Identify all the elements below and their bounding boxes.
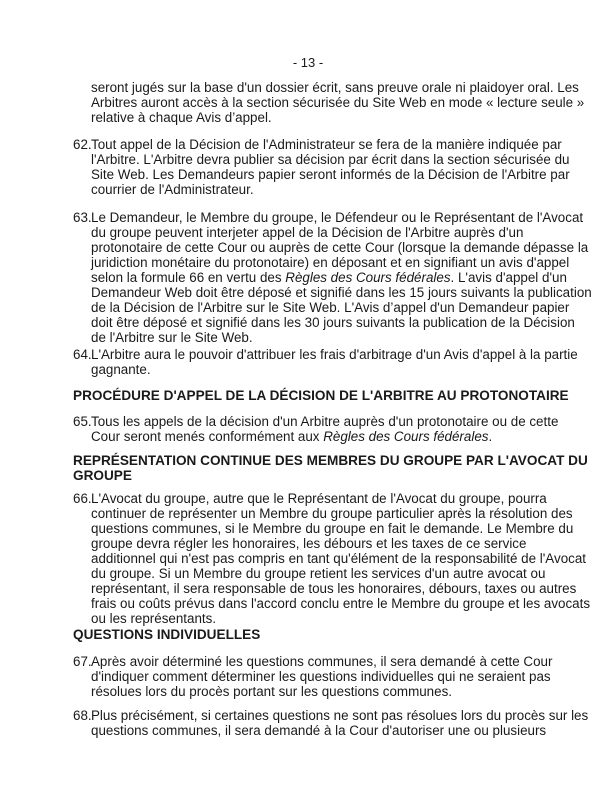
text-line: relative à chaque Avis d’appel. (91, 110, 272, 125)
text-segment: . (488, 429, 493, 444)
paragraph-number: 65. (73, 414, 92, 429)
text-line: Arbitres auront accès à la section sécurisée du Site Web en mode « lecture seule » (91, 95, 585, 110)
text-line: Plus précisément, si certaines questions ne sont pas résolues lors du procès sur les (91, 708, 589, 723)
text-line: d'indiquer comment déterminer les questions individuelles qui ne seraient pas (91, 669, 551, 684)
text-line: Après avoir déterminé les questions communes, il sera demandé à cette Cour (91, 654, 553, 669)
paragraph-number: 62. (73, 137, 92, 152)
section-heading-continued-representation: REPRÉSENTATION CONTINUE DES MEMBRES DU GROUPE PAR L'AVOCAT DU (73, 453, 588, 468)
text-line: Tous les appels de la décision d'un Arbitre auprès d'un protonotaire ou de cette (91, 414, 559, 429)
text-line: l'Arbitre. L'Arbitre devra publier sa décision par écrit dans la section sécurisée du (91, 152, 570, 167)
text-line: de la Décision de l'Arbitre sur le Site Web. L'Avis d’appel d'un Demandeur papier (91, 300, 570, 315)
text-line: questions communes, il sera demandé à la Cour d'autoriser une ou plusieurs (91, 723, 547, 738)
text-line: Site Web. Les Demandeurs papier seront informés de la Décision de l'Arbitre par (91, 167, 570, 182)
text-line: Le Demandeur, le Membre du groupe, le Défendeur ou le Représentant de l'Avocat (91, 210, 584, 225)
rules-reference: Règles des Cours fédérales (323, 429, 489, 444)
section-heading-individual-questions: QUESTIONS INDIVIDUELLES (73, 627, 261, 642)
section-heading-appeal-procedure: PROCÉDURE D'APPEL DE LA DÉCISION DE L'ARBITRE AU PROTONOTAIRE (73, 388, 569, 403)
text-line: L'Avocat du groupe, autre que le Représentant de l'Avocat du groupe, pourra (91, 491, 547, 506)
text-line: courrier de l'Administrateur. (91, 182, 254, 197)
text-line: du groupe. Si un Membre du groupe retient les services d'un autre avocat ou (91, 566, 546, 581)
text-line: représentant, il sera responsable de tous les honoraires, débours, taxes ou autres (91, 581, 577, 596)
text-line: questions communes, si le Membre du groupe en fait le demande. Le Membre du (91, 521, 574, 536)
text-line: doit être déposé et signifié dans les 30 jours suivants la publication de la Décision (91, 315, 575, 330)
text-line: Demandeur Web doit être déposé et signifié dans les 15 jours suivants la publication (91, 285, 592, 300)
text-line: Tout appel de la Décision de l'Administrateur se fera de la manière indiquée par (91, 137, 562, 152)
text-line: additionnel qui n'est pas compris en tant qu'élément de la responsabilité de l'Avocat (91, 551, 587, 566)
text-line (91, 429, 492, 444)
text-line (91, 270, 567, 285)
text-line: de l'Arbitre sur le Site Web. (91, 330, 253, 345)
text-line: groupe devra régler les honoraires, les débours et les taxes de ce service (91, 536, 527, 551)
page-number: - 13 - (292, 55, 324, 70)
text-line: frais ou coûts prévus dans l'accord conclu entre le Membre du groupe et les avocats (91, 596, 591, 611)
text-line: L'Arbitre aura le pouvoir d'attribuer les frais d'arbitrage d'un Avis d'appel à la partie (91, 347, 578, 362)
text-line: gagnante. (91, 362, 151, 377)
text-line: ou les représentants. (91, 611, 217, 626)
rules-reference: Règles des Cours fédérales (285, 270, 451, 285)
text-line: protonotaire de cette Cour ou auprès de cette Cour (lorsque la demande dépasse la (91, 240, 589, 255)
text-line: du groupe peuvent interjeter appel de la Décision de l'Arbitre auprès d'un (91, 225, 524, 240)
section-heading-continued-representation-cont: GROUPE (73, 468, 132, 483)
paragraph-number: 67. (73, 654, 92, 669)
text-segment: selon la formule 66 en vertu des (91, 270, 286, 285)
paragraph-number: 63. (73, 210, 92, 225)
text-line: continuer de représenter un Membre du groupe particulier après la résolution des (91, 506, 573, 521)
text-segment: Cour seront menés conformément aux (91, 429, 324, 444)
paragraph-number: 66. (73, 491, 92, 506)
text-line: résolues lors du procès portant sur les questions communes. (91, 684, 452, 699)
text-line: seront jugés sur la base d'un dossier écrit, sans preuve orale ni plaidoyer oral. Les (91, 80, 579, 95)
text-segment: . L'avis d'appel d'un (450, 270, 567, 285)
paragraph-number: 64. (73, 347, 92, 362)
paragraph-number: 68. (73, 708, 92, 723)
text-line: juridiction monétaire du protonotaire) en déposant et en signifiant un avis d'appel (91, 255, 570, 270)
